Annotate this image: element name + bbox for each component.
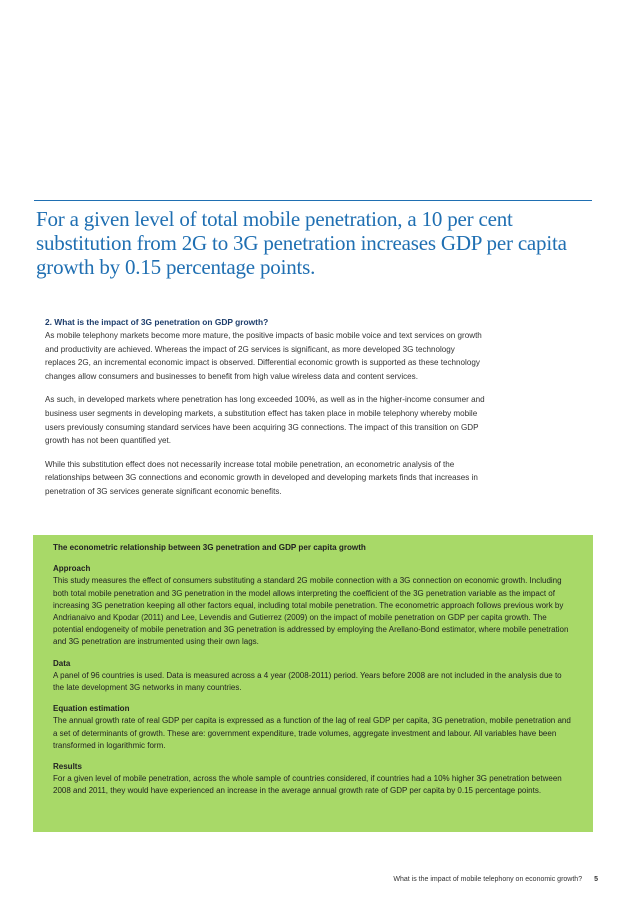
- econometric-box: [33, 535, 593, 832]
- page-number: 5: [594, 876, 598, 883]
- running-title: What is the impact of mobile telephony on economic growth?: [393, 876, 583, 883]
- results-heading: Results: [53, 762, 82, 772]
- approach-text: This study measures the effect of consumers substituting a standard 2G mobile connection with a 3G connection on economic growth. Including both total mobile penetration and 3G penetration in the model allows interpreting the coefficient of the 3G penetration variable as the impact of increasing 3G penetration keeping all other factors equal, including total mobile penetration. The econometric approach follows previous work by Andrianaivo and Kpodar (2011) and Lee, Levendis and Gutierrez (2009) on the impact of mobile penetration on GDP per capita growth. The potential endogeneity of mobile penetration and 3G penetration is addressed by employing the Arellano-Bond estimator, where mobile penetration and 3G penetration are instrumented using their own lags.: [53, 576, 569, 647]
- headline-quote: For a given level of total mobile penetration, a 10 per cent substitution from 2G to 3G penetration increases GDP per capita growth by 0.15 percentage points.: [36, 207, 567, 279]
- approach-heading: Approach: [53, 564, 91, 574]
- headline-rule: [34, 200, 592, 201]
- section-paragraph: As such, in developed markets where penetration has long exceeded 100%, as well as in the higher-income consumer and business user segments in developing markets, a substitution effect has taken place in mobile telephony whereby mobile users previously consuming standard services have been acquiring 3G connections. The impact of this transition on GDP growth has not been quantified yet.: [45, 395, 485, 446]
- box-title: The econometric relationship between 3G penetration and GDP per capita growth: [53, 543, 366, 552]
- data-heading: Data: [53, 658, 71, 668]
- results-text: For a given level of mobile penetration, across the whole sample of countries considered, if countries had a 10% higher 3G penetration between 2008 and 2011, they would have experienced an increase in the average annual growth rate of GDP per capita by 0.15 percentage points.: [53, 774, 562, 796]
- page-footer: [393, 876, 598, 883]
- section-paragraph: As mobile telephony markets become more mature, the positive impacts of basic mobile voice and text services on growth and productivity are achieved. Whereas the impact of 2G services is significant, as more developed 3G technology replaces 2G, an incremental economic impact is observed. Differential economic growth is supported as these technology changes allow consumers and businesses to benefit from high value wireless data and content services.: [45, 331, 482, 381]
- equation-heading: Equation estimation: [53, 704, 130, 714]
- section-paragraph: While this substitution effect does not necessarily increase total mobile penetration, an econometric analysis of the relationships between 3G connections and economic growth in developed and developing markets finds that increases in penetration of 3G services generate significant economic benefits.: [45, 459, 478, 496]
- equation-text: The annual growth rate of real GDP per capita is expressed as a function of the lag of real GDP per capita, 3G penetration, mobile penetration and a set of determinants of growth. These are: government expenditure, trade volumes, aggregate investment and labour. All variables have been transformed in logarithmic form.: [53, 716, 571, 750]
- main-section: [45, 316, 485, 509]
- data-text: A panel of 96 countries is used. Data is measured across a 4 year (2008-2011) period. Years before 2008 are not included in the analysis due to the late development 3G networks in many countries.: [53, 670, 562, 693]
- section-title: 2. What is the impact of 3G penetration on GDP growth?: [45, 317, 269, 327]
